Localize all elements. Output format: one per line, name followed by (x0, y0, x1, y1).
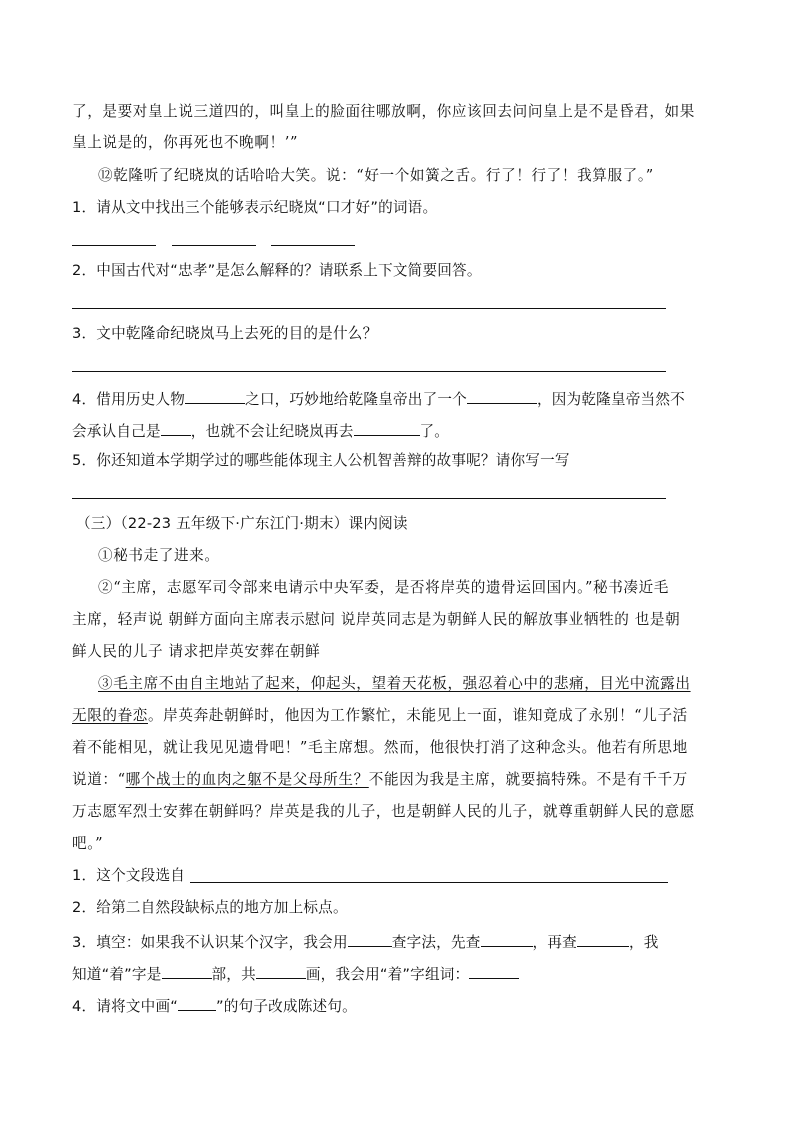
fill-blank[interactable] (481, 930, 533, 947)
question-2: 2．中国古代对“忠孝”是怎么解释的？请联系上下文简要回答。 (72, 262, 482, 279)
answer-line[interactable] (72, 371, 666, 372)
question-4-text: 之口，巧妙地给乾隆皇帝出了一个 (245, 391, 467, 408)
fill-blank[interactable] (467, 387, 537, 404)
question-text: 知道“着”字是 (72, 966, 162, 983)
fill-blank[interactable] (469, 962, 519, 979)
question-text: 查字法，先查 (391, 934, 481, 951)
question-4-text: ，也就不会让纪晓岚再去 (190, 423, 354, 440)
fill-blank[interactable] (161, 419, 191, 436)
passage-paragraph-3-underlined: ③毛主席不由自主地站了起来，仰起头，望着天花板，强忍着心中的悲痛，目光中流露出 (98, 675, 691, 692)
question-4-text: 4．借用历史人物 (72, 391, 186, 408)
fill-blank[interactable] (354, 419, 420, 436)
question-text: 部，共 (211, 966, 256, 983)
passage-paragraph-2: 鲜人民的儿子 请求把岸英安葬在朝鲜 (72, 643, 321, 660)
story-line: 了，是要对皇上说三道四的，叫皇上的脸面往哪放啊，你应该回去问问皇上是不是昏君，如果 (72, 103, 695, 120)
answer-blank[interactable] (271, 245, 355, 246)
fill-blank[interactable] (348, 930, 392, 947)
story-line: 皇上说是的，你再死也不晚啊！’” (72, 134, 299, 151)
question-3-1 (72, 866, 185, 886)
question-4-line1 (72, 387, 685, 410)
passage-text: 不能因为我是主席，就要搞特殊。不是有千千万 (368, 771, 688, 788)
underlined-sentence: 哪个战士的血肉之躯不是父母所生？ (125, 771, 369, 788)
question-text: 画，我会用“着”字组词： (305, 966, 470, 983)
question-1: 1．请从文中找出三个能够表示纪晓岚“口才好”的词语。 (72, 199, 438, 216)
section-heading: （三）（22-23 五年级下·广东江门·期末）课内阅读 (76, 515, 408, 532)
question-3: 3．文中乾隆命纪晓岚马上去死的目的是什么？ (72, 325, 378, 342)
passage-paragraph-3 (72, 706, 688, 726)
underline-sample (178, 994, 216, 1011)
question-text: 1．这个文段选自 (72, 867, 186, 884)
answer-line[interactable] (72, 308, 666, 309)
question-3-3-line1 (72, 930, 659, 953)
question-text: ”的句子改成陈述句。 (216, 998, 357, 1015)
fill-blank[interactable] (256, 962, 306, 979)
answer-line[interactable] (190, 882, 668, 883)
passage-text: 说道：“ (72, 771, 126, 788)
question-4-text: 了。 (419, 423, 450, 440)
passage-paragraph-3: 吧。” (72, 835, 104, 852)
question-text: 4．请将文中画“ (72, 998, 179, 1015)
question-4-text: 会承认自己是 (72, 423, 161, 440)
question-text: ，再查 (532, 934, 577, 951)
passage-paragraph-2: ②“主席，志愿军司令部来电请示中央军委，是否将岸英的遗骨运回国内。”秘书凑近毛 (98, 579, 669, 596)
question-4-text: ，因为乾隆皇帝当然不 (536, 391, 685, 408)
answer-line[interactable] (72, 498, 666, 499)
passage-paragraph-2: 主席，轻声说 朝鲜方面向主席表示慰问 说岸英同志是为朝鲜人民的解放事业牺牲的 也是朝 (72, 611, 681, 628)
answer-blank[interactable] (72, 245, 156, 246)
underlined-sentence: 无限的眷恋 (72, 707, 148, 724)
answer-blank[interactable] (172, 245, 256, 246)
passage-paragraph-3: 万志愿军烈士安葬在朝鲜吗？岸英是我的儿子，也是朝鲜人民的儿子，就尊重朝鲜人民的意愿 (72, 803, 695, 820)
fill-blank[interactable] (577, 930, 629, 947)
question-3-3-line2 (72, 962, 519, 985)
passage-paragraph-3: 着不能相见，就让我见见遗骨吧！”毛主席想。然而，他很快打消了这种念头。他若有所思地 (72, 739, 688, 756)
question-3-4 (72, 994, 357, 1017)
passage-paragraph-1: ①秘书走了进来。 (98, 547, 220, 564)
question-4-line2 (72, 419, 449, 442)
question-5: 5．你还知道本学期学过的哪些能体现主人公机智善辩的故事呢？请你写一写 (72, 452, 570, 469)
question-text: ，我 (628, 934, 659, 951)
story-paragraph-12: ⑫乾隆听了纪晓岚的话哈哈大笑。说：“好一个如簧之舌。行了！行了！我算服了。” (98, 167, 654, 184)
fill-blank[interactable] (185, 387, 245, 404)
passage-paragraph-3 (72, 770, 688, 790)
question-3-2: 2．给第二自然段缺标点的地方加上标点。 (72, 899, 348, 916)
fill-blank[interactable] (162, 962, 212, 979)
passage-text: 。岸英奔赴朝鲜时，他因为工作繁忙，未能见上一面，谁知竟成了永别！“儿子活 (147, 707, 688, 724)
question-text: 3．填空：如果我不认识某个汉字，我会用 (72, 934, 348, 951)
